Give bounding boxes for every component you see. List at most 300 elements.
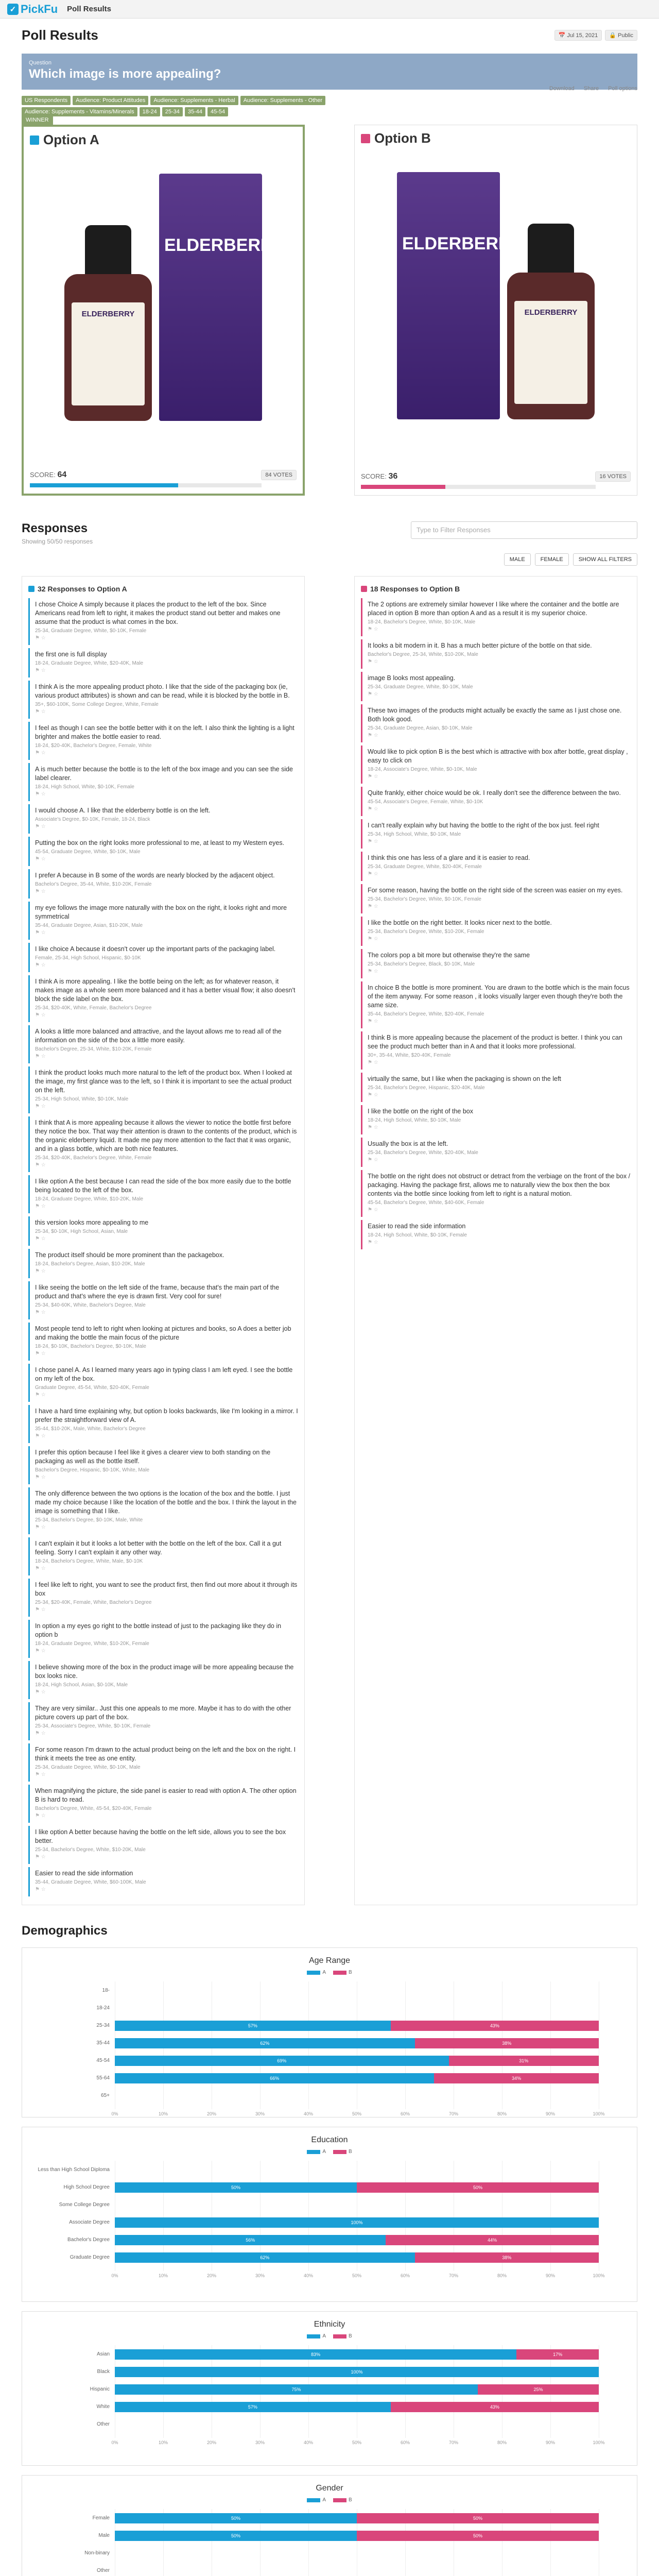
legend-a: [307, 1970, 326, 1975]
response-meta: 35-44, Graduate Degree, White, $60-100K, Male: [35, 1879, 146, 1885]
flag-icon[interactable]: ⚑ ☆: [35, 750, 46, 756]
flag-icon[interactable]: ⚑ ☆: [368, 733, 378, 738]
response-item: [28, 1487, 298, 1534]
response-meta: 25-34, Associate's Degree, White, $0-10K, Female: [35, 1723, 151, 1729]
download-link[interactable]: Download: [549, 86, 575, 92]
flag-icon[interactable]: ⚑ ☆: [35, 1772, 46, 1777]
show-all-filters-button[interactable]: SHOW ALL FILTERS: [573, 553, 637, 566]
bar-b[interactable]: 43%: [391, 2021, 599, 2031]
response-meta: 25-34, Graduate Degree, White, $0-10K, Male: [35, 1765, 141, 1770]
bar-row: [115, 2217, 599, 2228]
flag-icon[interactable]: ⚑ ☆: [35, 1392, 46, 1398]
response-text: I believe showing more of the box in the product image will be more appealing because the box looks nice.: [35, 1664, 294, 1680]
flag-icon[interactable]: ⚑ ☆: [368, 1060, 378, 1065]
response-meta: 25-34, Bachelor's Degree, Hispanic, $20-40K, Male: [368, 1085, 485, 1091]
row-label: 65+: [101, 2093, 110, 2098]
bar-b[interactable]: 38%: [415, 2252, 599, 2263]
response-item: [28, 1620, 298, 1658]
response-meta: 18-24, Bachelor's Degree, White, Male, $0-10K: [35, 1558, 143, 1564]
bar-a[interactable]: 62%: [115, 2038, 415, 2048]
response-text: I can't really explain why but having the bottle to the right of the box just. feel right: [368, 822, 599, 829]
x-tick: 10%: [158, 2273, 168, 2278]
response-item: [28, 1446, 298, 1484]
bar-row: [115, 2056, 599, 2066]
row-label: Some College Degree: [59, 2202, 110, 2208]
response-text: I feel like left to right, you want to see the product first, then find out more about it through its box: [35, 1581, 298, 1597]
flag-icon[interactable]: ⚑ ☆: [368, 1157, 378, 1163]
x-tick: 100%: [593, 2273, 605, 2278]
x-tick: 0%: [111, 2273, 118, 2278]
chart-title: Education: [311, 2136, 348, 2144]
response-meta: 25-34, $20-40K, Female, White, Bachelor's Degree: [35, 1600, 152, 1605]
x-tick: 80%: [497, 2273, 507, 2278]
response-item: [361, 1105, 631, 1134]
flag-icon[interactable]: ⚑ ☆: [35, 962, 46, 968]
row-label: Other: [96, 2421, 110, 2427]
response-text: The bottle on the right does not obstruct or detract from the verbiage on the front of the box / packaging. Having the package first, allows me to naturally view the box then the box contents via the bottle since looking from left to right is a natural motion.: [368, 1173, 631, 1197]
audience-tag[interactable]: 45-54: [207, 107, 228, 116]
audience-tag[interactable]: 35-44: [185, 107, 205, 116]
share-link[interactable]: Share: [583, 86, 599, 92]
flag-icon[interactable]: ⚑ ☆: [35, 856, 46, 862]
response-text: I think the product looks much more natural to the left of the product box. When I looked at the image, my first glance was to the left, so I think it is important to see the actual product on the left.: [35, 1069, 292, 1094]
chart-legend: [22, 2497, 637, 2503]
row-label: Less than High School Diploma: [38, 2167, 110, 2173]
response-item: [361, 704, 631, 742]
response-meta: Graduate Degree, 45-54, White, $20-40K, Female: [35, 1385, 149, 1391]
response-text: For some reason I'm drawn to the actual product being on the left and the box on the right. I think it meets the tree as one entity.: [35, 1746, 296, 1762]
chart-plot: [22, 2345, 637, 2450]
audience-tag[interactable]: Audience: Product Attitudes: [73, 96, 148, 105]
response-meta: 25-34, Bachelor's Degree, White, $0-10K, Female: [368, 896, 481, 902]
response-meta: 18-24, $20-40K, Bachelor's Degree, Female, White: [35, 743, 152, 749]
response-meta: 45-54, Graduate Degree, White, $0-10K, Male: [35, 849, 141, 855]
response-meta: 18-24, High School, Asian, $0-10K, Male: [35, 1682, 128, 1688]
response-item: [28, 722, 298, 760]
flag-icon[interactable]: ⚑ ☆: [35, 824, 46, 829]
response-item: [361, 639, 631, 669]
x-tick: 30%: [255, 2440, 265, 2445]
flag-icon[interactable]: ⚑ ☆: [35, 1204, 46, 1209]
response-item: [361, 917, 631, 946]
bar-b[interactable]: 25%: [478, 2384, 599, 2395]
response-meta: 25-34, Bachelor's Degree, White, $20-40K, Male: [368, 1150, 478, 1156]
option-a-image[interactable]: [30, 163, 297, 421]
response-item: [28, 598, 298, 645]
bar-b[interactable]: 38%: [415, 2038, 599, 2048]
option-a-score: 64: [57, 470, 67, 479]
bar-b[interactable]: 50%: [357, 2182, 599, 2193]
x-tick: 70%: [448, 2440, 459, 2445]
flag-icon[interactable]: ⚑ ☆: [35, 635, 46, 641]
bar-a[interactable]: 83%: [115, 2349, 516, 2360]
bar-a[interactable]: 62%: [115, 2252, 415, 2263]
bar-a[interactable]: 50%: [115, 2531, 357, 2541]
bottle-label: ELDERBERRY: [81, 310, 135, 318]
bar-row: [115, 2367, 599, 2377]
response-meta: Bachelor's Degree, 25-34, White, $10-20K, Male: [368, 652, 478, 657]
response-text: Putting the box on the right looks more professional to me, at least to my Western eyes.: [35, 839, 285, 846]
x-tick: 60%: [400, 2440, 410, 2445]
flag-icon[interactable]: ⚑ ☆: [35, 930, 46, 936]
date-text: Jul 15, 2021: [567, 32, 598, 39]
response-text: I think that A is more appealing because it allows the viewer to notice the bottle first before they notice the box. That way their attention is drawn to the contents of the product, which is the organic elderberry liquid. It made me pay more attention to the fact that it was organic, and in a glass bottle, which are both nice features.: [35, 1119, 297, 1153]
response-item: [28, 1216, 298, 1246]
chart-plot: [22, 2161, 637, 2283]
audience-tag[interactable]: US Respondents: [22, 96, 71, 105]
row-label: Non-binary: [84, 2550, 110, 2556]
row-label: Male: [98, 2533, 110, 2538]
legend-a-label: A: [322, 2333, 326, 2339]
option-a-swatch: [30, 135, 39, 145]
response-item: [28, 975, 298, 1022]
legend-b-label: B: [349, 2497, 352, 2503]
x-tick: 50%: [352, 2111, 362, 2116]
flag-icon[interactable]: ⚑ ☆: [368, 1240, 378, 1245]
response-meta: 18-24, Bachelor's Degree, White, $0-10K, Male: [368, 619, 476, 625]
bar-a[interactable]: 57%: [115, 2402, 391, 2412]
flag-icon[interactable]: ⚑ ☆: [35, 1813, 46, 1819]
response-text: Would like to pick option B is the best which is attractive with box after bottle, great display , easy to click on: [368, 748, 628, 764]
bar-row: [115, 2073, 599, 2083]
response-item: [28, 902, 298, 940]
x-tick: 50%: [352, 2440, 362, 2445]
response-text: The only difference between the two options is the location of the box and the bottle. I just made my choice because I like the location of the bottle and the box. I think the layout in the image is something that I like.: [35, 1490, 297, 1515]
chart-legend: [22, 2149, 637, 2155]
bar-a[interactable]: 75%: [115, 2384, 478, 2395]
flag-icon[interactable]: ⚑ ☆: [35, 1310, 46, 1315]
response-meta: 18-24, Graduate Degree, White, $10-20K, Female: [35, 1641, 149, 1647]
bar-b[interactable]: 34%: [434, 2073, 599, 2083]
flag-icon[interactable]: ⚑ ☆: [368, 774, 378, 779]
flag-icon[interactable]: ⚑ ☆: [368, 626, 378, 632]
flag-icon[interactable]: ⚑ ☆: [35, 1689, 46, 1695]
bar-row: [115, 2402, 599, 2412]
response-meta: 25-34, Bachelor's Degree, White, $10-20K, Male: [35, 1847, 146, 1853]
response-text: Quite frankly, either choice would be ok. I really don't see the difference between the two.: [368, 789, 621, 796]
response-meta: 25-34, $20-40K, White, Female, Bachelor's Degree: [35, 1005, 152, 1011]
flag-icon[interactable]: ⚑ ☆: [368, 936, 378, 942]
x-tick: 10%: [158, 2440, 168, 2445]
x-tick: 40%: [303, 2111, 314, 2116]
response-meta: 18-24, Bachelor's Degree, Asian, $10-20K, Male: [35, 1261, 145, 1267]
flag-icon[interactable]: ⚑ ☆: [368, 1019, 378, 1024]
response-text: I like seeing the bottle on the left side of the frame, because that's the main part of the product and that's where the eye is drawn first. Very cool for sure!: [35, 1284, 280, 1300]
flag-icon[interactable]: ⚑ ☆: [368, 969, 378, 974]
bar-b[interactable]: 43%: [391, 2402, 599, 2412]
poll-actions: [549, 86, 637, 92]
bar-b[interactable]: 44%: [386, 2235, 599, 2245]
audience-tags: [22, 96, 423, 116]
app-name: Poll Results: [67, 5, 111, 13]
response-meta: Bachelor's Degree, Hispanic, $0-10K, White, Male: [35, 1467, 150, 1473]
response-item: [28, 1066, 298, 1113]
option-b-title: Option B: [374, 130, 431, 146]
response-meta: 18-24, $0-10K, Bachelor's Degree, $0-10K, Male: [35, 1344, 146, 1349]
response-meta: 25-34, Graduate Degree, Asian, $0-10K, Male: [368, 725, 473, 731]
pickfu-logo[interactable]: [7, 3, 58, 16]
x-tick: 50%: [352, 2273, 362, 2278]
response-text: It looks a bit modern in it. B has a much better picture of the bottle on that side.: [368, 642, 592, 649]
bar-a[interactable]: 100%: [115, 2367, 599, 2377]
bottle-label: ELDERBERRY: [524, 308, 578, 317]
filter-responses-input[interactable]: Type to Filter Responses: [411, 521, 637, 539]
flag-icon[interactable]: ⚑ ☆: [35, 1524, 46, 1530]
option-a-votes: 84 VOTES: [261, 470, 297, 480]
flag-icon[interactable]: ⚑ ☆: [35, 1433, 46, 1439]
flag-icon[interactable]: ⚑ ☆: [35, 889, 46, 894]
response-text: In choice B the bottle is more prominent. You are drawn to the bottle which is the main focus of the item anyway. For some reason , it looks visually larger even though they're both the same size.: [368, 984, 630, 1009]
response-text: The colors pop a bit more but otherwise they're the same: [368, 952, 530, 959]
bar-row: [115, 2182, 599, 2193]
chart-plot: [22, 2509, 637, 2576]
flag-icon[interactable]: ⚑ ☆: [35, 1731, 46, 1736]
flag-icon[interactable]: ⚑ ☆: [35, 1887, 46, 1892]
flag-icon[interactable]: ⚑ ☆: [368, 1092, 378, 1098]
response-item: [361, 884, 631, 913]
flag-icon[interactable]: ⚑ ☆: [368, 871, 378, 877]
visibility-chip[interactable]: 🔒 Public: [605, 30, 637, 41]
response-item: [28, 763, 298, 801]
flag-icon[interactable]: ⚑ ☆: [35, 1054, 46, 1059]
response-meta: Associate's Degree, $0-10K, Female, 18-24, Black: [35, 817, 150, 822]
response-item: [361, 949, 631, 978]
option-b-responses: [354, 576, 637, 1905]
response-item: [28, 1579, 298, 1617]
flag-icon[interactable]: ⚑ ☆: [35, 1475, 46, 1480]
flag-icon[interactable]: ⚑ ☆: [35, 1012, 46, 1018]
row-label: 18-24: [96, 2005, 110, 2011]
option-a-card[interactable]: [22, 117, 305, 496]
box-image: [397, 172, 522, 419]
legend-b: [333, 2497, 352, 2503]
response-item: [28, 869, 298, 899]
date-chip: 📅 Jul 15, 2021: [554, 30, 602, 41]
chart-title: Age Range: [308, 1956, 351, 1965]
row-label: Graduate Degree: [70, 2255, 110, 2260]
option-b-swatch: [361, 586, 367, 592]
response-meta: 45-54, Associate's Degree, Female, White, $0-10K: [368, 799, 483, 805]
chart-title: Gender: [316, 2484, 343, 2493]
bar-a[interactable]: 100%: [115, 2217, 599, 2228]
x-tick: 100%: [593, 2440, 605, 2445]
response-item: [28, 1025, 298, 1063]
response-meta: 18-24, High School, White, $0-10K, Female: [368, 1232, 467, 1238]
response-text: I like choice A because it doesn't cover up the important parts of the packaging label.: [35, 945, 276, 953]
demographic-chart: [22, 1947, 637, 2117]
responses-title: Responses: [22, 521, 88, 535]
response-text: virtually the same, but I like when the packaging is shown on the left: [368, 1075, 561, 1082]
chart-title: Ethnicity: [314, 2320, 345, 2329]
x-tick: 100%: [593, 2111, 605, 2116]
response-text: A is much better because the bottle is to the left of the box image and you can see the side label clearer.: [35, 766, 293, 782]
option-b-image[interactable]: [361, 162, 631, 419]
legend-a-label: A: [322, 2149, 326, 2155]
score-label: SCORE:: [30, 471, 56, 479]
option-a-responses-title: 32 Responses to Option A: [38, 585, 127, 593]
option-b-responses-title: 18 Responses to Option B: [370, 585, 460, 593]
response-item: [28, 1537, 298, 1575]
bar-b[interactable]: 50%: [357, 2513, 599, 2523]
response-meta: 25-34, High School, White, $0-10K, Male: [368, 832, 461, 837]
flag-icon[interactable]: ⚑ ☆: [35, 1351, 46, 1357]
x-tick: 80%: [497, 2111, 507, 2116]
response-item: [28, 1249, 298, 1278]
response-item: [28, 1867, 298, 1896]
row-label: 18-: [102, 1988, 110, 1993]
legend-b-label: B: [349, 1970, 352, 1975]
response-meta: 18-24, Graduate Degree, White, $20-40K, Male: [35, 660, 144, 666]
bar-a[interactable]: 50%: [115, 2182, 357, 2193]
response-text: For some reason, having the bottle on the right side of the screen was easier on my eyes.: [368, 887, 623, 894]
response-item: [28, 1175, 298, 1213]
bottle-image: [507, 224, 595, 419]
audience-tag[interactable]: 25-34: [162, 107, 183, 116]
response-meta: 25-34, $40-60K, White, Bachelor's Degree, Male: [35, 1302, 146, 1308]
response-meta: 35+, $60-100K, Some College Degree, White, Female: [35, 702, 159, 707]
option-a-title: Option A: [43, 132, 99, 147]
x-tick: 60%: [400, 2111, 410, 2116]
response-meta: 25-34, $0-10K, High School, Asian, Male: [35, 1229, 128, 1234]
bar-b[interactable]: 50%: [357, 2531, 599, 2541]
response-item: [361, 672, 631, 701]
response-text: I like option A the best because I can read the side of the box more easily due to the bottle being located to the left of the box.: [35, 1178, 291, 1194]
response-item: [361, 1170, 631, 1217]
response-text: I think this one has less of a glare and it is easier to read.: [368, 854, 530, 861]
response-text: Easier to read the side information: [368, 1223, 466, 1230]
response-item: [28, 1405, 298, 1443]
flag-icon[interactable]: ⚑ ☆: [35, 1854, 46, 1860]
legend-b: [333, 2333, 352, 2339]
flag-icon[interactable]: ⚑ ☆: [368, 691, 378, 697]
row-label: 45-54: [96, 2058, 110, 2063]
audience-tag[interactable]: Audience: Supplements - Herbal: [150, 96, 238, 105]
filter-buttons: [22, 553, 637, 566]
audience-tag[interactable]: Audience: Supplements - Other: [240, 96, 325, 105]
bar-a[interactable]: 66%: [115, 2073, 434, 2083]
bar-b[interactable]: 31%: [449, 2056, 599, 2066]
bar-a[interactable]: 57%: [115, 2021, 391, 2031]
option-a-score-bar: [30, 483, 262, 487]
flag-icon[interactable]: ⚑ ☆: [35, 668, 46, 673]
question-panel: [22, 54, 637, 90]
flag-icon[interactable]: ⚑ ☆: [35, 1236, 46, 1242]
flag-icon[interactable]: ⚑ ☆: [35, 1648, 46, 1654]
option-a-responses: [22, 576, 305, 1905]
audience-tag[interactable]: 18-24: [140, 107, 160, 116]
legend-a: [307, 2149, 326, 2155]
response-meta: 25-34, Bachelor's Degree, Black, $0-10K, Male: [368, 961, 475, 967]
audience-tag[interactable]: Audience: Supplements - Vitamins/Minerals: [22, 107, 137, 116]
response-meta: 35-44, Bachelor's Degree, White, $20-40K, Female: [368, 1011, 484, 1017]
response-item: [28, 1785, 298, 1823]
bar-a[interactable]: 56%: [115, 2235, 386, 2245]
response-item: [361, 1138, 631, 1167]
legend-b-label: B: [349, 2149, 352, 2155]
flag-icon[interactable]: ⚑ ☆: [368, 659, 378, 665]
flag-icon[interactable]: ⚑ ☆: [35, 1607, 46, 1613]
bar-a[interactable]: 50%: [115, 2513, 357, 2523]
row-label: Other: [96, 2568, 110, 2573]
flag-icon[interactable]: ⚑ ☆: [368, 806, 378, 812]
legend-b-label: B: [349, 2333, 352, 2339]
response-item: [28, 1281, 298, 1319]
poll-options-link[interactable]: Poll options: [608, 86, 637, 92]
response-item: [361, 598, 631, 636]
filter-female-button[interactable]: FEMALE: [535, 553, 569, 566]
box-image: [159, 174, 284, 421]
response-text: The product itself should be more prominent than the packagebox.: [35, 1251, 224, 1259]
filter-male-button[interactable]: MALE: [504, 553, 531, 566]
response-text: this version looks more appealing to me: [35, 1219, 149, 1226]
x-tick: 70%: [448, 2273, 459, 2278]
flag-icon[interactable]: ⚑ ☆: [35, 791, 46, 797]
response-item: [361, 1220, 631, 1249]
x-tick: 20%: [206, 2111, 217, 2116]
legend-a-label: A: [322, 1970, 326, 1975]
response-meta: 18-24, Graduate Degree, White, $10-20K, Male: [35, 1196, 144, 1202]
flag-icon[interactable]: ⚑ ☆: [368, 904, 378, 909]
response-item: [28, 1826, 298, 1864]
response-text: I would choose A. I like that the elderberry bottle is on the left.: [35, 807, 211, 814]
legend-a: [307, 2497, 326, 2503]
x-tick: 30%: [255, 2273, 265, 2278]
response-meta: Bachelor's Degree, 25-34, White, $10-20K, Female: [35, 1046, 152, 1052]
response-text: They are very similar.. Just this one appeals to me more. Maybe it has to do with the other picture covers up part of the box.: [35, 1705, 291, 1721]
bar-row: [115, 2235, 599, 2245]
flag-icon[interactable]: ⚑ ☆: [368, 1125, 378, 1130]
flag-icon[interactable]: ⚑ ☆: [368, 839, 378, 844]
x-tick: 80%: [497, 2440, 507, 2445]
response-text: The 2 options are extremely similar however I like where the container and the bottle are placed in option B more than option A and as a result it is my superior choice.: [368, 601, 619, 617]
response-item: [28, 1116, 298, 1172]
response-item: [28, 943, 298, 972]
demographics-title: Demographics: [22, 1924, 108, 1938]
flag-icon[interactable]: ⚑ ☆: [35, 1104, 46, 1109]
visibility-text: Public: [618, 32, 633, 39]
option-b-score-bar: [361, 485, 596, 489]
demographic-chart: [22, 2127, 637, 2302]
option-a-swatch: [28, 586, 34, 592]
response-meta: 25-34, Graduate Degree, White, $0-10K, Female: [35, 628, 147, 634]
flag-icon[interactable]: ⚑ ☆: [35, 1162, 46, 1168]
x-tick: 20%: [206, 2273, 217, 2278]
demographic-chart: [22, 2475, 637, 2576]
logo-text: PickFu: [21, 2, 58, 15]
flag-icon[interactable]: ⚑ ☆: [35, 709, 46, 715]
flag-icon[interactable]: ⚑ ☆: [35, 1566, 46, 1571]
response-item: [28, 804, 298, 834]
response-meta: 25-34, Graduate Degree, White, $0-10K, Male: [368, 684, 473, 690]
response-text: I prefer A because in B some of the words are nearly blocked by the adjacent object.: [35, 872, 275, 879]
response-text: I think A is more appealing. I like the bottle being on the left; as for whatever reason, it makes image as a whole seem more balanced and it has a better visual flow; it also doesn't block the side label on the box.: [35, 978, 296, 1003]
flag-icon[interactable]: ⚑ ☆: [368, 1207, 378, 1213]
x-tick: 40%: [303, 2273, 314, 2278]
row-label: Hispanic: [90, 2386, 110, 2392]
bar-b[interactable]: 17%: [516, 2349, 599, 2360]
option-b-card[interactable]: [354, 125, 637, 496]
flag-icon[interactable]: ⚑ ☆: [35, 1268, 46, 1274]
response-meta: 25-34, Bachelor's Degree, White, $10-20K, Female: [368, 929, 484, 935]
response-text: When magnifying the picture, the side panel is easier to read with option A. The other option B is hard to read.: [35, 1787, 297, 1803]
response-text: image B looks most appealing.: [368, 674, 456, 682]
chart-plot: [22, 1981, 637, 2122]
response-text: I feel as though I can see the bottle better with it on the left. I also think the lighting is a light brighter and makes the bottle easier to read.: [35, 724, 294, 740]
bar-a[interactable]: 69%: [115, 2056, 449, 2066]
row-label: 35-44: [96, 2040, 110, 2046]
chart-legend: [22, 1970, 637, 1975]
row-label: 55-64: [96, 2075, 110, 2081]
